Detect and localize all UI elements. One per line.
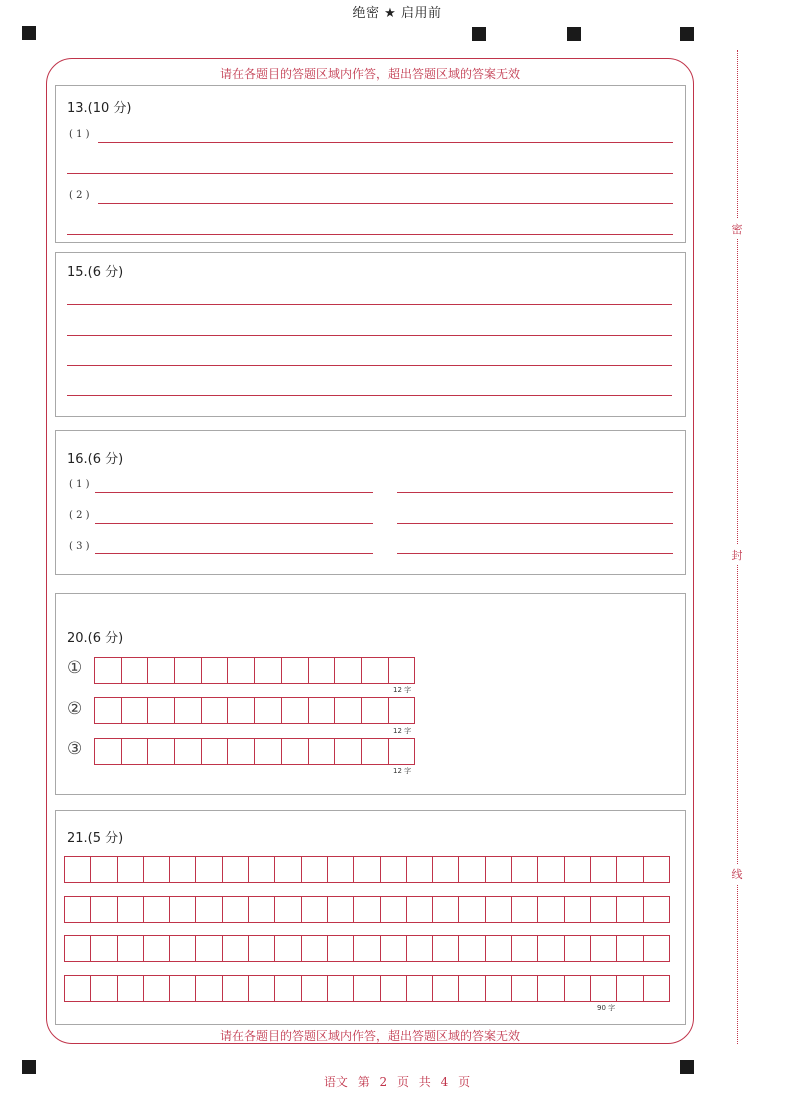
question-16-box <box>55 430 686 575</box>
writing-cell[interactable] <box>228 738 255 765</box>
writing-cell[interactable] <box>144 975 170 1002</box>
question-15-answer-line-4[interactable] <box>67 395 672 396</box>
writing-cell[interactable] <box>122 738 149 765</box>
writing-cell[interactable] <box>335 697 362 724</box>
writing-cell[interactable] <box>486 975 512 1002</box>
writing-cell[interactable] <box>175 657 202 684</box>
writing-cell[interactable] <box>249 975 275 1002</box>
question-16-answer-line-2b[interactable] <box>397 523 673 524</box>
question-15-answer-line-3[interactable] <box>67 365 672 366</box>
writing-cell[interactable] <box>354 975 380 1002</box>
question-15-answer-line-2[interactable] <box>67 335 672 336</box>
writing-cell[interactable] <box>381 935 407 962</box>
writing-cell[interactable] <box>362 697 389 724</box>
writing-cell[interactable] <box>335 738 362 765</box>
writing-cell[interactable] <box>255 738 282 765</box>
writing-cell[interactable] <box>354 856 380 883</box>
writing-cell[interactable] <box>433 896 459 923</box>
writing-cell[interactable] <box>328 896 354 923</box>
writing-cell[interactable] <box>354 896 380 923</box>
writing-cell[interactable] <box>302 935 328 962</box>
question-13-answer-line-1[interactable] <box>98 142 673 143</box>
writing-cell[interactable] <box>362 738 389 765</box>
question-16-answer-line-3b[interactable] <box>397 553 673 554</box>
writing-cell[interactable] <box>565 935 591 962</box>
writing-cell[interactable] <box>282 738 309 765</box>
writing-cell[interactable] <box>644 856 670 883</box>
writing-cell[interactable] <box>459 935 485 962</box>
writing-cell[interactable] <box>433 935 459 962</box>
writing-cell[interactable] <box>565 896 591 923</box>
question-20-title: 20.(6 分) <box>67 631 124 646</box>
writing-cell[interactable] <box>223 856 249 883</box>
writing-cell[interactable] <box>122 697 149 724</box>
writing-cell[interactable] <box>223 896 249 923</box>
writing-cell[interactable] <box>196 935 222 962</box>
question-15-box <box>55 252 686 417</box>
writing-cell[interactable] <box>459 856 485 883</box>
writing-cell[interactable] <box>228 657 255 684</box>
question-16-answer-line-1b[interactable] <box>397 492 673 493</box>
writing-cell[interactable] <box>170 856 196 883</box>
writing-cell[interactable] <box>302 975 328 1002</box>
writing-cell[interactable] <box>202 657 229 684</box>
warning-bottom: 请在各题目的答题区域内作答，超出答题区域的答案无效 <box>219 1029 520 1043</box>
writing-cell[interactable] <box>512 896 538 923</box>
writing-cell[interactable] <box>591 856 617 883</box>
registration-mark-top-left <box>22 26 36 40</box>
writing-cell[interactable] <box>95 697 122 724</box>
writing-cell[interactable] <box>328 975 354 1002</box>
writing-cell[interactable] <box>170 935 196 962</box>
question-21-grid-row-1[interactable] <box>64 856 670 883</box>
question-21-box <box>55 810 686 1025</box>
confidential-header: 绝密 ★ 启用前 <box>352 6 442 21</box>
writing-cell[interactable] <box>644 896 670 923</box>
registration-mark-top-right <box>680 27 694 41</box>
writing-cell[interactable] <box>118 975 144 1002</box>
seal-char-feng: 封 <box>728 545 746 565</box>
writing-cell[interactable] <box>95 738 122 765</box>
question-21-count: 90 字 <box>597 1004 616 1012</box>
writing-cell[interactable] <box>275 975 301 1002</box>
registration-mark-bottom-right <box>680 1060 694 1074</box>
registration-mark-bottom-left <box>22 1060 36 1074</box>
writing-cell[interactable] <box>202 697 229 724</box>
writing-cell[interactable] <box>644 975 670 1002</box>
writing-cell[interactable] <box>407 896 433 923</box>
writing-cell[interactable] <box>91 856 117 883</box>
writing-cell[interactable] <box>118 896 144 923</box>
writing-cell[interactable] <box>95 657 122 684</box>
writing-cell[interactable] <box>538 856 564 883</box>
writing-cell[interactable] <box>223 975 249 1002</box>
writing-cell[interactable] <box>282 697 309 724</box>
question-13-answer-line-4[interactable] <box>67 234 673 235</box>
writing-cell[interactable] <box>255 697 282 724</box>
writing-cell[interactable] <box>228 697 255 724</box>
writing-cell[interactable] <box>196 896 222 923</box>
writing-cell[interactable] <box>433 975 459 1002</box>
question-20-grid-row-2[interactable] <box>94 697 415 724</box>
question-21-grid-row-3[interactable] <box>64 935 670 962</box>
writing-cell[interactable] <box>275 856 301 883</box>
question-20-grid-row-3[interactable] <box>94 738 415 765</box>
writing-cell[interactable] <box>644 935 670 962</box>
writing-cell[interactable] <box>309 657 336 684</box>
writing-cell[interactable] <box>486 935 512 962</box>
writing-cell[interactable] <box>65 935 91 962</box>
writing-cell[interactable] <box>381 896 407 923</box>
writing-cell[interactable] <box>175 697 202 724</box>
question-16-answer-line-2a[interactable] <box>95 523 373 524</box>
question-13-answer-line-3[interactable] <box>98 203 673 204</box>
writing-cell[interactable] <box>118 856 144 883</box>
question-20-label-3: ③ <box>67 739 83 759</box>
writing-cell[interactable] <box>249 856 275 883</box>
writing-cell[interactable] <box>122 657 149 684</box>
writing-cell[interactable] <box>65 896 91 923</box>
writing-cell[interactable] <box>65 975 91 1002</box>
writing-cell[interactable] <box>328 856 354 883</box>
writing-cell[interactable] <box>591 975 617 1002</box>
writing-cell[interactable] <box>591 935 617 962</box>
writing-cell[interactable] <box>617 975 643 1002</box>
writing-cell[interactable] <box>389 657 416 684</box>
question-15-title: 15.(6 分) <box>67 265 124 280</box>
seal-char-mi: 密 <box>728 219 746 239</box>
writing-cell[interactable] <box>617 896 643 923</box>
writing-cell[interactable] <box>354 935 380 962</box>
writing-cell[interactable] <box>538 935 564 962</box>
writing-cell[interactable] <box>565 856 591 883</box>
question-21-grid-row-2[interactable] <box>64 896 670 923</box>
writing-cell[interactable] <box>144 856 170 883</box>
writing-cell[interactable] <box>389 697 416 724</box>
writing-cell[interactable] <box>282 657 309 684</box>
question-20-count-2: 12 字 <box>393 727 412 735</box>
writing-cell[interactable] <box>302 856 328 883</box>
writing-cell[interactable] <box>407 975 433 1002</box>
writing-cell[interactable] <box>144 935 170 962</box>
question-16-title: 16.(6 分) <box>67 452 124 467</box>
question-15-answer-line-1[interactable] <box>67 304 672 305</box>
question-16-answer-line-3a[interactable] <box>95 553 373 554</box>
question-21-title: 21.(5 分) <box>67 831 124 846</box>
writing-cell[interactable] <box>144 896 170 923</box>
writing-cell[interactable] <box>389 738 416 765</box>
writing-cell[interactable] <box>91 975 117 1002</box>
question-16-sub2-label: ( 2 ) <box>69 510 90 521</box>
writing-cell[interactable] <box>381 856 407 883</box>
writing-cell[interactable] <box>170 896 196 923</box>
question-13-box <box>55 85 686 243</box>
question-20-grid-row-1[interactable] <box>94 657 415 684</box>
question-13-sub2-label: ( 2 ) <box>69 190 90 201</box>
writing-cell[interactable] <box>512 975 538 1002</box>
writing-cell[interactable] <box>381 975 407 1002</box>
writing-cell[interactable] <box>148 657 175 684</box>
writing-cell[interactable] <box>512 856 538 883</box>
writing-cell[interactable] <box>309 697 336 724</box>
writing-cell[interactable] <box>196 975 222 1002</box>
question-13-sub1-label: ( 1 ) <box>69 129 90 140</box>
writing-cell[interactable] <box>617 856 643 883</box>
writing-cell[interactable] <box>459 896 485 923</box>
writing-cell[interactable] <box>91 896 117 923</box>
writing-cell[interactable] <box>91 935 117 962</box>
writing-cell[interactable] <box>223 935 249 962</box>
writing-cell[interactable] <box>486 896 512 923</box>
writing-cell[interactable] <box>148 738 175 765</box>
question-20-count-1: 12 字 <box>393 686 412 694</box>
writing-cell[interactable] <box>196 856 222 883</box>
writing-cell[interactable] <box>407 935 433 962</box>
writing-cell[interactable] <box>249 935 275 962</box>
question-21-grid-row-4[interactable] <box>64 975 670 1002</box>
question-16-answer-line-1a[interactable] <box>95 492 373 493</box>
writing-cell[interactable] <box>538 896 564 923</box>
writing-cell[interactable] <box>65 856 91 883</box>
page-footer: 语文 第 2 页 共 4 页 <box>323 1075 471 1089</box>
question-20-label-1: ① <box>67 658 83 678</box>
question-20-box <box>55 593 686 795</box>
question-16-sub3-label: ( 3 ) <box>69 541 90 552</box>
question-20-label-2: ② <box>67 699 83 719</box>
question-13-title: 13.(10 分) <box>67 101 132 116</box>
writing-cell[interactable] <box>459 975 485 1002</box>
question-20-count-3: 12 字 <box>393 767 412 775</box>
question-13-answer-line-2[interactable] <box>67 173 673 174</box>
writing-cell[interactable] <box>591 896 617 923</box>
writing-cell[interactable] <box>275 935 301 962</box>
writing-cell[interactable] <box>170 975 196 1002</box>
writing-cell[interactable] <box>538 975 564 1002</box>
writing-cell[interactable] <box>407 856 433 883</box>
writing-cell[interactable] <box>175 738 202 765</box>
writing-cell[interactable] <box>335 657 362 684</box>
writing-cell[interactable] <box>617 935 643 962</box>
writing-cell[interactable] <box>255 657 282 684</box>
writing-cell[interactable] <box>275 896 301 923</box>
writing-cell[interactable] <box>328 935 354 962</box>
warning-top: 请在各题目的答题区域内作答，超出答题区域的答案无效 <box>219 67 520 81</box>
registration-mark-top-1 <box>472 27 486 41</box>
writing-cell[interactable] <box>565 975 591 1002</box>
writing-cell[interactable] <box>433 856 459 883</box>
question-16-sub1-label: ( 1 ) <box>69 479 90 490</box>
writing-cell[interactable] <box>118 935 144 962</box>
registration-mark-top-2 <box>567 27 581 41</box>
writing-cell[interactable] <box>249 896 275 923</box>
seal-char-xian: 线 <box>728 864 746 884</box>
writing-cell[interactable] <box>486 856 512 883</box>
writing-cell[interactable] <box>309 738 336 765</box>
writing-cell[interactable] <box>148 697 175 724</box>
writing-cell[interactable] <box>362 657 389 684</box>
writing-cell[interactable] <box>512 935 538 962</box>
writing-cell[interactable] <box>202 738 229 765</box>
writing-cell[interactable] <box>302 896 328 923</box>
